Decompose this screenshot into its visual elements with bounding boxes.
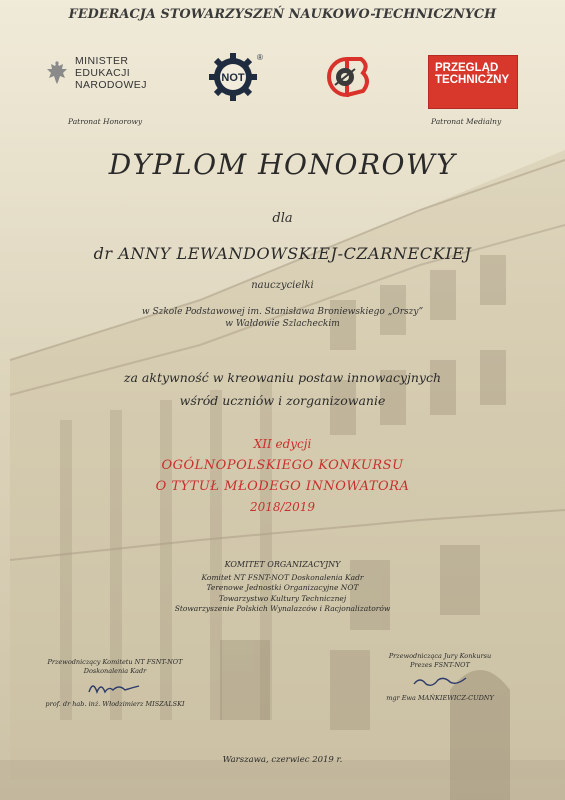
not-logo-text: NOT: [221, 72, 245, 84]
for-label: dla: [272, 211, 293, 226]
committee-heading: KOMITET ORGANIZACYJNY: [224, 560, 341, 569]
committee-member: Stowarzyszenie Polskich Wynalazców i Racjonalizatorów: [174, 604, 391, 613]
edition-line4: 2018/2019: [249, 500, 316, 514]
committee-member: Terenowe Jednostki Organizacyjne NOT: [206, 583, 359, 592]
right-signer-name: mgr Ewa MAŃKIEWICZ-CUDNY: [386, 694, 494, 702]
przeglad-line2: TECHNICZNY: [435, 74, 510, 86]
edition-line3: O TYTUŁ MŁODEGO INNOWATORA: [155, 479, 410, 494]
registered-mark: ®: [257, 53, 263, 62]
school-line1: w Szkole Podstawowej im. Stanisława Broniewskiego „Orszy”: [141, 307, 424, 317]
gear-emblem-icon: [208, 52, 258, 102]
recipient-role: nauczycielki: [251, 280, 314, 291]
place-and-date: Warszawa, czerwiec 2019 r.: [222, 755, 343, 765]
minister-line1: MINISTER: [75, 55, 129, 67]
reason-line1: za aktywność w kreowaniu postaw innowacyjnych: [123, 370, 442, 385]
minister-line3: NARODOWEJ: [75, 79, 147, 91]
right-signer-title1: Przewodnicząca Jury Konkursu: [388, 652, 492, 660]
przeglad-line1: PRZEGLĄD: [435, 62, 499, 74]
left-signer-name: prof. dr hab. inż. Włodzimierz MISZALSKI: [45, 700, 185, 708]
reason-line2: wśród uczniów i zorganizowanie: [179, 393, 386, 408]
school-line2: w Wałdowie Szlacheckim: [225, 319, 340, 329]
edition-line2: OGÓLNOPOLSKIEGO KONKURSU: [161, 458, 404, 473]
society-logo: [323, 55, 371, 103]
school-name: [0, 306, 565, 330]
przeglad-techniczny-logo: [428, 55, 518, 109]
eagle-emblem-icon: [45, 60, 69, 86]
right-handwritten-signature: [410, 672, 470, 692]
left-signer-title2: Doskonalenia Kadr: [83, 667, 147, 675]
committee-member: Komitet NT FSNT-NOT Doskonalenia Kadr: [201, 572, 364, 582]
minister-line2: EDUKACJI: [75, 67, 131, 79]
right-signature-block: [355, 652, 525, 703]
award-reason: [0, 366, 565, 412]
patronat-honorowy: Patronat Honorowy: [68, 117, 143, 126]
diploma-title: DYPLOM HONOROWY: [108, 148, 457, 181]
patronat-medialny: Patronat Medialny: [431, 117, 502, 126]
not-logo: [208, 52, 258, 102]
recipient-name: dr ANNY LEWANDOWSKIEJ-CZARNECKIEJ: [93, 244, 472, 263]
minister-logo: [45, 55, 147, 91]
federation-header: FEDERACJA STOWARZYSZEŃ NAUKOWO-TECHNICZNYCH: [68, 7, 497, 22]
society-emblem-icon: [323, 55, 371, 99]
left-signature-block: [30, 658, 200, 709]
organizing-committee: [0, 560, 565, 615]
right-signer-title2: Prezes FSNT-NOT: [410, 661, 470, 669]
left-handwritten-signature: [85, 678, 145, 698]
committee-member: Towarzystwo Kultury Technicznej: [218, 593, 347, 603]
edition-line1: XII edycji: [253, 437, 312, 451]
competition-edition: [0, 434, 565, 518]
left-signer-title1: Przewodniczący Komitetu NT FSNT-NOT: [47, 658, 183, 666]
